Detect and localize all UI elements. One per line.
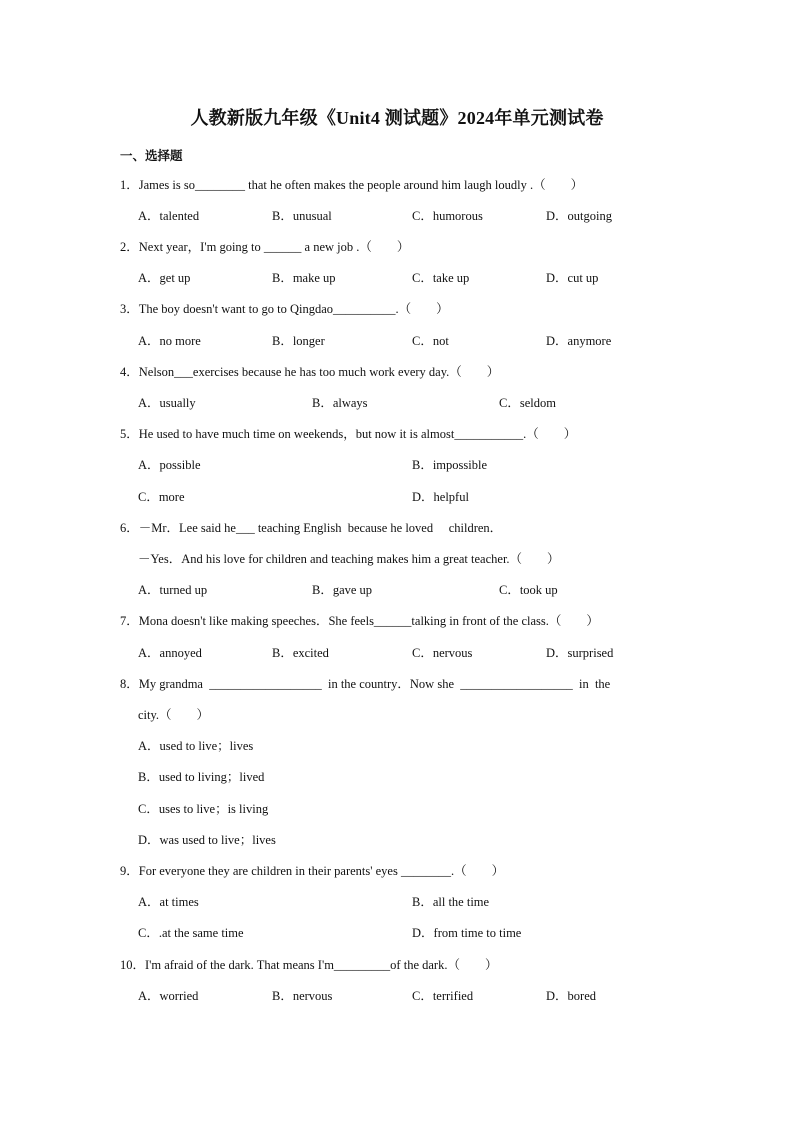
q10-option-a[interactable]: A．worried	[138, 989, 199, 1003]
q3-option-a[interactable]: A．no more	[138, 334, 201, 348]
q2-option-a[interactable]: A．get up	[138, 271, 191, 285]
question-3-text: 3．The boy doesn't want to go to Qingdao__________.（ ）	[120, 302, 449, 316]
q4-option-b[interactable]: B．always	[312, 396, 368, 410]
q6-option-c[interactable]: C．took up	[499, 583, 558, 597]
q8-option-b[interactable]: B．used to living；lived	[138, 770, 265, 784]
q2-option-c[interactable]: C．take up	[412, 271, 470, 285]
q5-option-b[interactable]: B．impossible	[412, 458, 488, 472]
q2-option-b[interactable]: B．make up	[272, 271, 336, 285]
page-title: 人教新版九年级《Unit4 测试题》2024年单元测试卷	[190, 108, 604, 128]
question-1-text: 1．James is so________ that he often makes the people around him laugh loudly .（ ）	[120, 178, 584, 192]
q1-option-b[interactable]: B．unusual	[272, 209, 332, 223]
question-2-text: 2．Next year，I'm going to ______ a new job .（ ）	[120, 240, 410, 254]
question-4-text: 4．Nelson___exercises because he has too much work every day.（ ）	[120, 365, 500, 379]
question-8-continuation: city.（ ）	[138, 708, 210, 722]
q1-option-a[interactable]: A．talented	[138, 209, 200, 223]
q9-option-b[interactable]: B．all the time	[412, 895, 490, 909]
q9-option-c[interactable]: C．.at the same time	[138, 926, 244, 940]
q7-option-d[interactable]: D．surprised	[546, 646, 614, 660]
q7-option-a[interactable]: A．annoyed	[138, 646, 202, 660]
q9-option-d[interactable]: D．from time to time	[412, 926, 522, 940]
q10-option-b[interactable]: B．nervous	[272, 989, 333, 1003]
q9-option-a[interactable]: A．at times	[138, 895, 199, 909]
q8-option-c[interactable]: C．uses to live；is living	[138, 802, 269, 816]
q2-option-d[interactable]: D．cut up	[546, 271, 599, 285]
q1-option-d[interactable]: D．outgoing	[546, 209, 612, 223]
question-9-text: 9．For everyone they are children in their parents' eyes ________.（ ）	[120, 864, 505, 878]
q7-option-b[interactable]: B．excited	[272, 646, 329, 660]
q8-option-a[interactable]: A．used to live；lives	[138, 739, 254, 753]
question-7-text: 7．Mona doesn't like making speeches．She feels______talking in front of the class.（ ）	[120, 614, 599, 628]
q5-option-c[interactable]: C．more	[138, 490, 185, 504]
question-8-text: 8．My grandma __________________ in the country．Now she __________________ in the	[120, 677, 611, 691]
q10-option-d[interactable]: D．bored	[546, 989, 596, 1003]
q7-option-c[interactable]: C．nervous	[412, 646, 473, 660]
question-5-text: 5．He used to have much time on weekends，but now it is almost___________.（ ）	[120, 427, 577, 441]
q4-option-a[interactable]: A．usually	[138, 396, 196, 410]
q4-option-c[interactable]: C．seldom	[499, 396, 556, 410]
question-6-text: 6．－Mr．Lee said he___ teaching English because he loved children．	[120, 521, 503, 535]
q5-option-d[interactable]: D．helpful	[412, 490, 469, 504]
question-6-reply: －Yes．And his love for children and teaching makes him a great teacher.（ ）	[138, 552, 560, 566]
q3-option-b[interactable]: B．longer	[272, 334, 325, 348]
q10-option-c[interactable]: C．terrified	[412, 989, 474, 1003]
q6-option-b[interactable]: B．gave up	[312, 583, 373, 597]
q8-option-d[interactable]: D．was used to live；lives	[138, 833, 276, 847]
q3-option-d[interactable]: D．anymore	[546, 334, 612, 348]
section-heading: 一、选择题	[120, 149, 183, 163]
q1-option-c[interactable]: C．humorous	[412, 209, 483, 223]
q6-option-a[interactable]: A．turned up	[138, 583, 208, 597]
q3-option-c[interactable]: C．not	[412, 334, 449, 348]
q5-option-a[interactable]: A．possible	[138, 458, 201, 472]
question-10-text: 10．I'm afraid of the dark. That means I'm_________of the dark.（ ）	[120, 958, 498, 972]
